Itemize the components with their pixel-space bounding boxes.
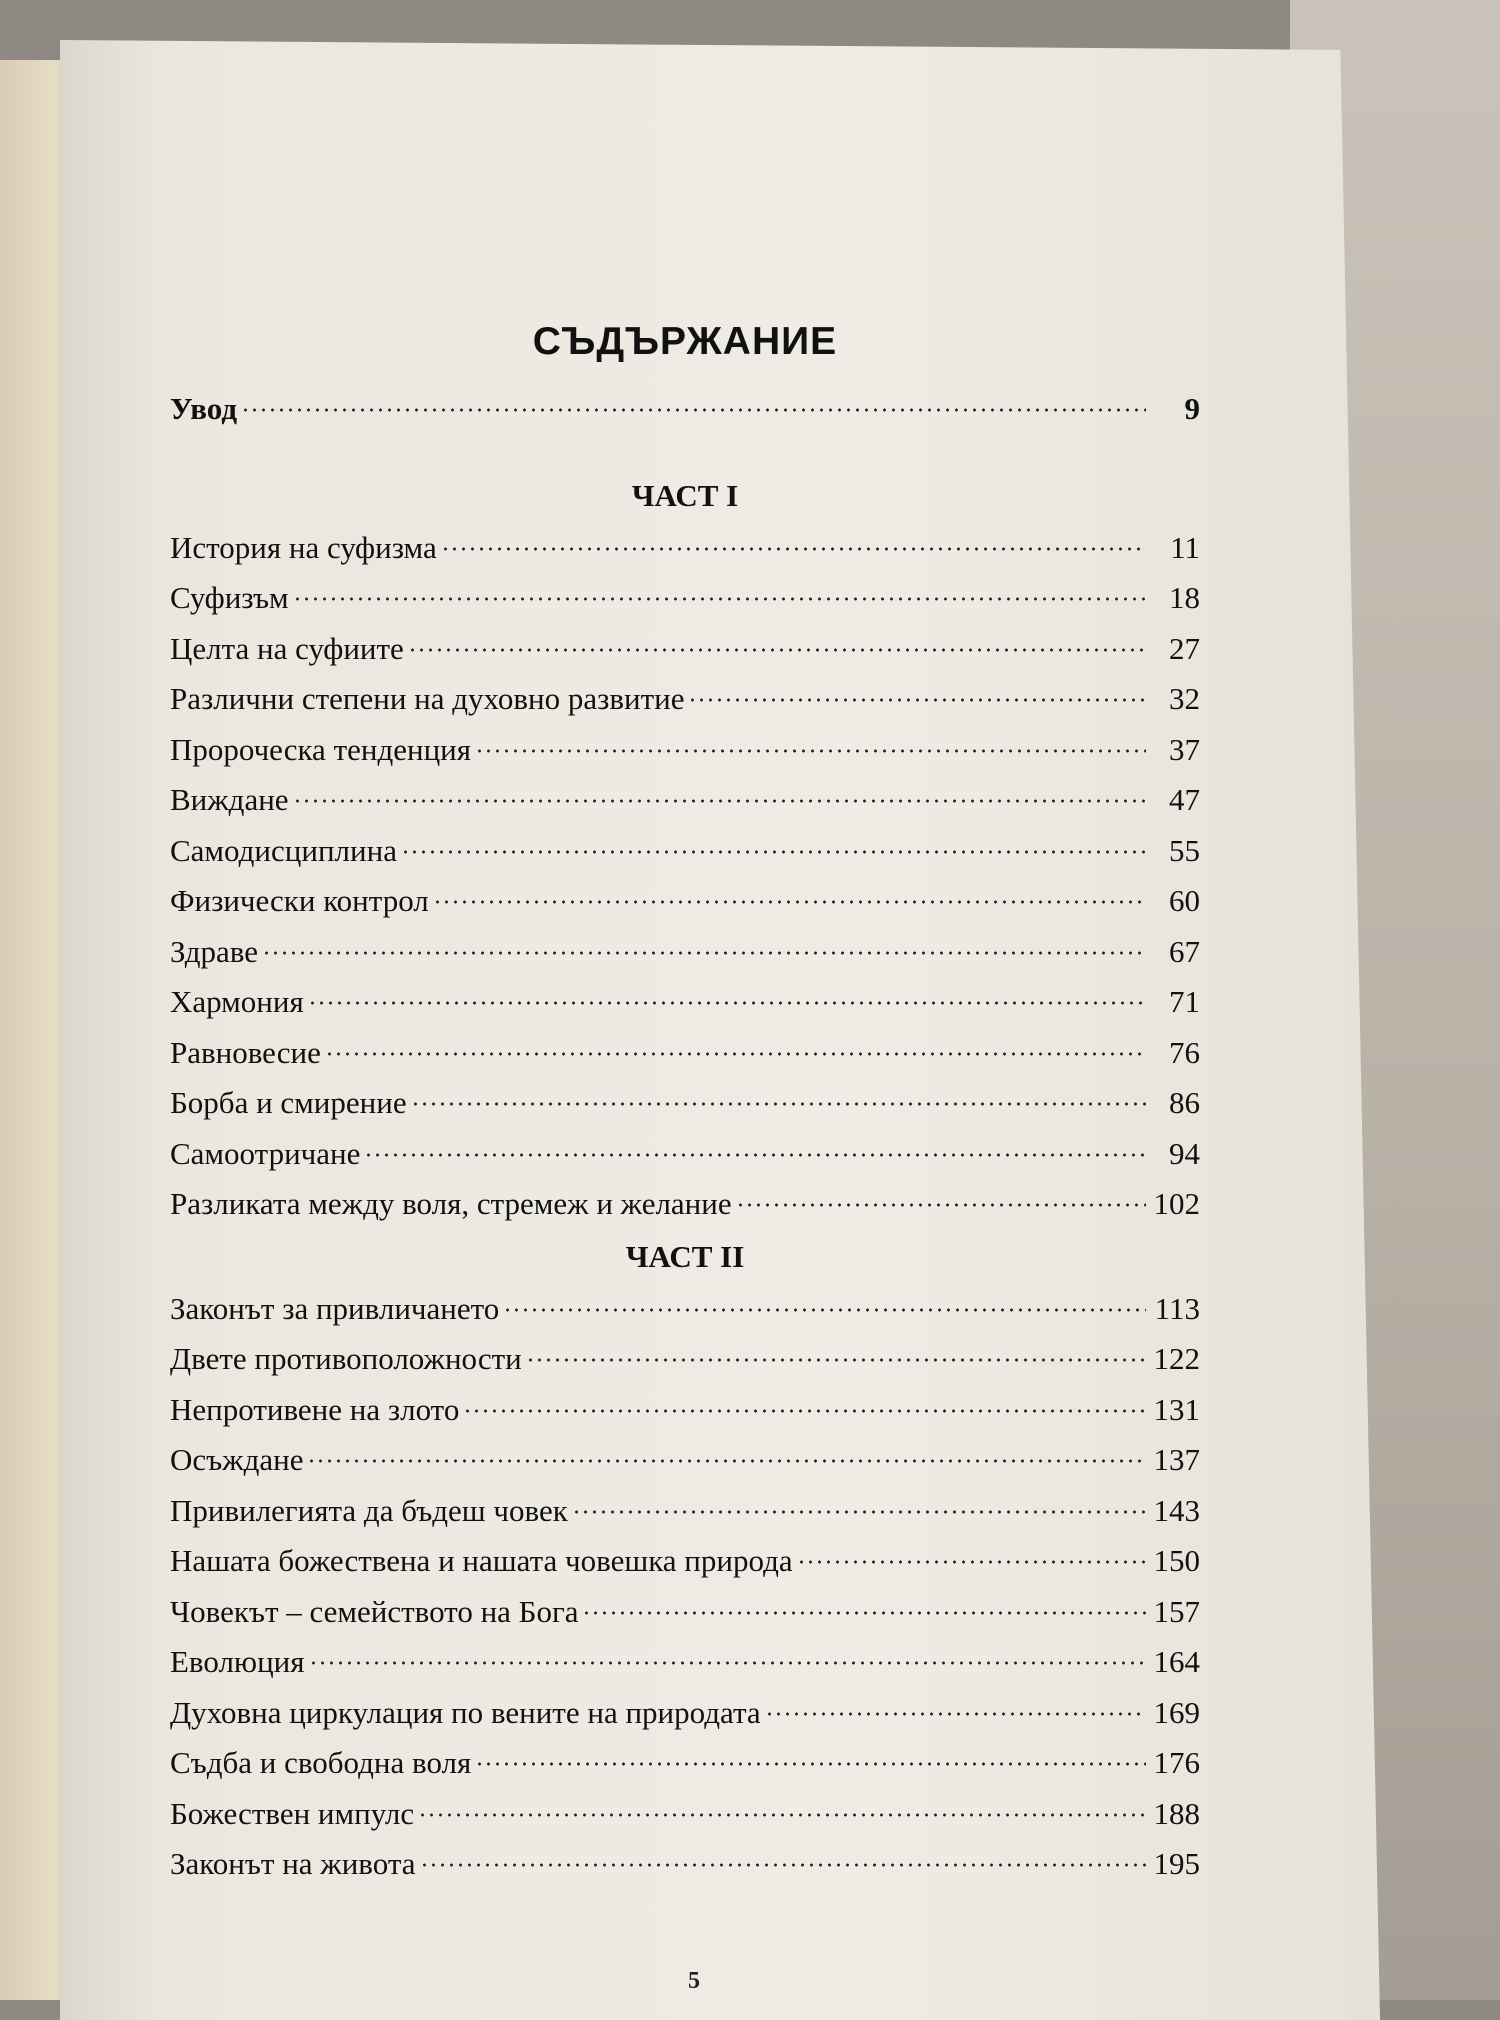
- toc-entry: [170, 1385, 1200, 1436]
- toc-entry: [170, 624, 1200, 675]
- dot-leader: [463, 1408, 1146, 1414]
- toc-entry: [170, 876, 1200, 927]
- toc-entry-page: 122: [1153, 1341, 1200, 1376]
- dot-leader: [411, 1101, 1146, 1107]
- toc-entry-label: Увод: [170, 391, 238, 426]
- toc-entry: [170, 725, 1200, 776]
- toc-entry-label: Различни степени на духовно развитие: [170, 681, 685, 716]
- toc-entry: [170, 1435, 1200, 1486]
- toc-entry: [170, 1637, 1200, 1688]
- dot-leader: [418, 1812, 1146, 1818]
- toc-entry-label: Пророческа тенденция: [170, 731, 472, 767]
- dot-leader: [582, 1610, 1146, 1616]
- toc-entry-page: 18: [1169, 580, 1200, 615]
- toc-entry-page: 32: [1169, 681, 1200, 716]
- toc-entry: [170, 1839, 1200, 1890]
- dot-leader: [572, 1509, 1146, 1515]
- toc-entry-page: 113: [1154, 1290, 1200, 1326]
- toc-entry-label: Осъждане: [170, 1442, 304, 1477]
- dot-leader: [308, 1000, 1146, 1006]
- toc-entry: [170, 1738, 1200, 1789]
- toc-entry: [170, 775, 1200, 826]
- toc-entry-label: Самоотричане: [170, 1135, 361, 1171]
- toc-entry-intro: [170, 384, 1200, 435]
- toc-entry-label: Хармония: [170, 984, 304, 1019]
- toc-entry-label: Нашата божествена и нашата човешка природа: [170, 1543, 793, 1578]
- toc-entry-page: 131: [1153, 1391, 1200, 1427]
- toc-entry-label: Физически контрол: [170, 883, 429, 918]
- toc-parts: [170, 469, 1200, 1890]
- toc-entry: [170, 1179, 1200, 1230]
- toc-entry: [170, 523, 1200, 574]
- dot-leader: [433, 899, 1146, 905]
- toc-entry-label: Целта на суфиите: [170, 630, 404, 666]
- dot-leader: [441, 546, 1146, 552]
- toc-entry-page: 76: [1169, 1034, 1200, 1070]
- toc-entry: [170, 826, 1200, 877]
- toc-entry-label: Борба и смирение: [170, 1085, 407, 1120]
- toc-entry-page: 9: [1184, 391, 1200, 426]
- dot-leader: [241, 407, 1146, 413]
- toc-entry-label: Здраве: [170, 933, 259, 969]
- page-number: 5: [688, 1968, 700, 1994]
- toc-entry: [170, 1028, 1200, 1079]
- toc-entry: [170, 1129, 1200, 1180]
- dot-leader: [475, 748, 1146, 754]
- toc-entry-label: Съдба и свободна воля: [170, 1745, 472, 1780]
- toc-entry-page: 150: [1153, 1543, 1200, 1578]
- toc-entry-label: Човекът – семейството на Бога: [170, 1593, 579, 1629]
- toc-entry-page: 71: [1169, 984, 1200, 1019]
- toc-entry-page: 176: [1153, 1745, 1200, 1780]
- toc-entry-page: 67: [1169, 933, 1200, 969]
- toc-entry-label: Привилегията да бъдеш човек: [170, 1492, 568, 1528]
- toc-entry: [170, 1688, 1200, 1739]
- dot-leader: [420, 1862, 1146, 1868]
- dot-leader: [688, 697, 1146, 703]
- toc-entry-page: 37: [1169, 731, 1200, 767]
- dot-leader: [262, 950, 1146, 956]
- toc-entry-label: Двете противоположности: [170, 1341, 522, 1376]
- toc-entry-label: Равновесие: [170, 1034, 321, 1070]
- toc-entry-label: Виждане: [170, 782, 289, 817]
- toc-entry-label: Самодисциплина: [170, 832, 397, 868]
- dot-leader: [325, 1051, 1146, 1057]
- dot-leader: [765, 1711, 1146, 1717]
- toc-entry-page: 143: [1153, 1492, 1200, 1528]
- dot-leader: [526, 1357, 1146, 1363]
- toc-entry-label: Непротивене на злото: [170, 1391, 460, 1427]
- toc-entry-page: 137: [1153, 1442, 1200, 1477]
- dot-leader: [307, 1458, 1146, 1464]
- toc-entry: [170, 977, 1200, 1028]
- toc-entry-page: 94: [1169, 1135, 1200, 1171]
- toc-entry: [170, 1284, 1200, 1335]
- dot-leader: [475, 1761, 1146, 1767]
- dot-leader: [797, 1559, 1146, 1565]
- dot-leader: [293, 798, 1146, 804]
- toc-entry-label: Еволюция: [170, 1644, 305, 1679]
- toc-entry-page: 195: [1153, 1846, 1200, 1881]
- toc-entry-page: 102: [1153, 1186, 1200, 1221]
- toc-entry-page: 169: [1153, 1694, 1200, 1730]
- toc-entry-page: 47: [1169, 782, 1200, 817]
- toc-entry-page: 11: [1170, 529, 1200, 565]
- toc-entry-label: Законът на живота: [170, 1846, 416, 1881]
- toc-entry-page: 188: [1153, 1795, 1200, 1831]
- toc-entry-label: Суфизъм: [170, 580, 289, 615]
- toc-entry: [170, 1334, 1200, 1385]
- dot-leader: [736, 1202, 1146, 1208]
- toc-entry: [170, 1486, 1200, 1537]
- toc-entry: [170, 1536, 1200, 1587]
- toc-entry-label: Божествен импулс: [170, 1795, 415, 1831]
- dot-leader: [309, 1660, 1146, 1666]
- toc-entry-label: Духовна циркулация по вените на природата: [170, 1694, 761, 1730]
- toc-entry: [170, 927, 1200, 978]
- toc-entry: [170, 1789, 1200, 1840]
- toc-entry: [170, 1587, 1200, 1638]
- toc-entry-page: 164: [1153, 1644, 1200, 1679]
- toc-entry: [170, 573, 1200, 624]
- toc-entry: [170, 1078, 1200, 1129]
- toc-entry-page: 27: [1169, 630, 1200, 666]
- part-heading: ЧАСТ ІІ: [625, 1238, 745, 1274]
- toc-entry-label: Разликата между воля, стремеж и желание: [170, 1186, 732, 1221]
- toc-entry: [170, 674, 1200, 725]
- toc-entry-page: 86: [1169, 1085, 1200, 1120]
- dot-leader: [503, 1307, 1146, 1313]
- toc-entry-label: История на суфизма: [170, 529, 437, 565]
- part-heading: ЧАСТ І: [631, 477, 739, 513]
- dot-leader: [293, 596, 1146, 602]
- table-of-contents: [170, 320, 1200, 1890]
- toc-entry-page: 60: [1169, 883, 1200, 918]
- toc-title: СЪДЪРЖАНИЕ: [532, 320, 838, 363]
- dot-leader: [408, 647, 1146, 653]
- toc-entry-page: 157: [1153, 1593, 1200, 1629]
- dot-leader: [401, 849, 1146, 855]
- toc-entry-label: Законът за привличането: [170, 1290, 500, 1326]
- toc-entry-page: 55: [1169, 832, 1200, 868]
- dot-leader: [364, 1152, 1146, 1158]
